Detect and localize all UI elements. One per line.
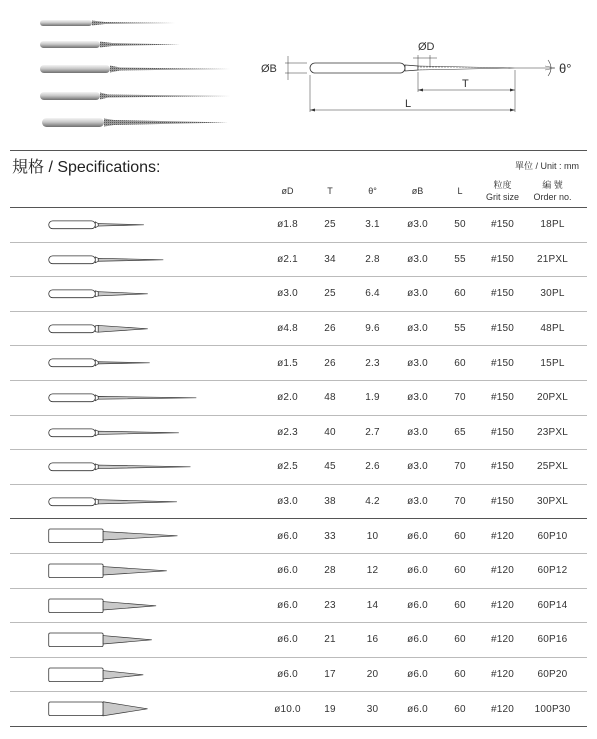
cell-b: ø3.0 (407, 461, 428, 473)
cell-b: ø3.0 (407, 253, 428, 265)
cell-t: 26 (324, 323, 336, 335)
tool-shank (49, 498, 96, 506)
cell-grit: #120 (490, 599, 515, 611)
cell-theta: 12 (366, 565, 379, 577)
cell-order: 60P14 (537, 599, 568, 611)
cell-theta: 1.9 (365, 392, 380, 404)
spec-title: 規格 / Specifications: (12, 159, 161, 176)
cell-order: 21PXL (536, 253, 569, 265)
tool-neck (95, 360, 98, 366)
cell-grit: #150 (490, 253, 515, 265)
tool-shank (49, 702, 103, 716)
product-header (0, 0, 597, 140)
tool-drawing (40, 692, 240, 726)
tool-drawing (40, 312, 240, 346)
tool-shank (49, 668, 103, 682)
cell-grit: #120 (490, 669, 515, 681)
cell-grit: #150 (490, 357, 515, 369)
cell-l: 70 (454, 461, 466, 473)
cell-theta: 30 (366, 703, 379, 715)
cell-b: ø3.0 (407, 357, 428, 369)
cell-t: 23 (324, 599, 336, 611)
cell-order: 15PL (540, 357, 565, 369)
tool-diamond-taper (103, 670, 143, 678)
cell-grit: #150 (490, 323, 515, 335)
header-theta: θ° (368, 186, 377, 196)
cell-d: ø3.0 (277, 288, 298, 300)
cell-grit: #150 (490, 496, 515, 508)
cell-theta: 16 (366, 634, 379, 646)
cell-t: 34 (324, 253, 336, 265)
table-header (10, 174, 587, 208)
cell-l: 55 (454, 253, 466, 265)
cell-b: ø6.0 (407, 703, 428, 715)
cell-l: 60 (454, 669, 466, 681)
table-row (10, 346, 587, 381)
cell-b: ø6.0 (407, 565, 428, 577)
tool-diamond-taper (98, 292, 148, 296)
cell-d: ø3.0 (277, 496, 298, 508)
cell-grit: #150 (490, 461, 515, 473)
photo-tool-3 (40, 65, 230, 73)
cell-d: ø4.8 (277, 323, 298, 335)
tool-diamond-taper (98, 396, 196, 399)
tool-shank (49, 290, 96, 298)
tool-diamond-taper (98, 258, 163, 261)
tool-neck (95, 429, 98, 435)
table-row (10, 450, 587, 485)
table-row (10, 658, 587, 693)
cell-t: 33 (324, 530, 336, 542)
cell-l: 60 (454, 599, 466, 611)
cell-l: 55 (454, 323, 466, 335)
cell-d: ø6.0 (277, 634, 298, 646)
tool-diamond-taper (98, 325, 148, 332)
cell-d: ø6.0 (277, 669, 298, 681)
photo-tool-5 (42, 118, 228, 127)
tool-diamond-taper (98, 499, 177, 503)
tool-neck (95, 291, 98, 297)
table-row (10, 554, 587, 589)
tool-diamond-taper (98, 431, 179, 434)
table-row (10, 416, 587, 451)
cell-t: 25 (324, 288, 336, 300)
header-l: L (457, 186, 463, 196)
tool-drawing (40, 519, 240, 553)
cell-t: 19 (324, 703, 336, 715)
cell-order: 25PXL (536, 461, 569, 473)
header-ob: øB (411, 186, 424, 196)
cell-l: 60 (454, 565, 466, 577)
label-ob: ØB (261, 63, 277, 75)
tool-shank (49, 325, 96, 333)
cell-l: 60 (454, 530, 466, 542)
table-row (10, 208, 587, 243)
tool-diamond-taper (98, 465, 190, 469)
tool-drawing (40, 623, 240, 657)
cell-t: 25 (324, 219, 336, 231)
cell-t: 38 (324, 496, 336, 508)
cell-order: 18PL (540, 219, 565, 231)
tool-neck (95, 499, 98, 505)
cell-l: 65 (454, 426, 466, 438)
header-t: T (327, 186, 333, 196)
cell-b: ø3.0 (407, 288, 428, 300)
table-row (10, 519, 587, 554)
table-row (10, 623, 587, 658)
cell-d: ø2.1 (277, 253, 298, 265)
spec-title-bar (10, 150, 587, 174)
tool-diamond-taper (103, 567, 167, 575)
table-row (10, 243, 587, 278)
tool-drawing (40, 554, 240, 588)
cell-t: 40 (324, 426, 336, 438)
cell-theta: 2.3 (365, 357, 380, 369)
cell-grit: #120 (490, 634, 515, 646)
tool-neck (95, 395, 98, 401)
tool-shank (49, 599, 103, 613)
cell-grit: #120 (490, 565, 515, 577)
cell-d: ø2.5 (277, 461, 298, 473)
cell-theta: 9.6 (365, 323, 380, 335)
cell-b: ø3.0 (407, 219, 428, 231)
tool-neck (95, 464, 98, 470)
tool-drawing (40, 485, 240, 519)
tool-drawing (40, 658, 240, 692)
cell-d: ø6.0 (277, 565, 298, 577)
unit-label: 單位 / Unit : mm (514, 161, 579, 171)
cell-d: ø1.8 (277, 219, 298, 231)
cell-theta: 6.4 (365, 288, 380, 300)
tool-diamond-taper (98, 362, 149, 364)
tool-shank (49, 463, 96, 471)
tool-shank (49, 394, 96, 402)
tool-shank (49, 633, 103, 647)
header-grit: 粒度 Grit size (485, 180, 519, 202)
tool-drawing (40, 277, 240, 311)
cell-d: ø10.0 (274, 703, 301, 715)
tool-diamond-taper (98, 224, 144, 227)
cell-order: 60P10 (537, 530, 568, 542)
table-row (10, 312, 587, 347)
cell-l: 50 (454, 219, 466, 231)
cell-d: ø6.0 (277, 530, 298, 542)
tool-drawing (40, 346, 240, 380)
cell-order: 20PXL (536, 392, 569, 404)
cell-grit: #120 (490, 530, 515, 542)
cell-b: ø6.0 (407, 634, 428, 646)
dimension-diagram (255, 30, 590, 125)
cell-d: ø2.3 (277, 426, 298, 438)
cell-order: 23PXL (536, 426, 569, 438)
tool-drawing (40, 416, 240, 450)
cell-grit: #150 (490, 288, 515, 300)
cell-t: 28 (324, 565, 336, 577)
header-od: øD (281, 186, 294, 196)
cell-l: 60 (454, 357, 466, 369)
cell-order: 30PXL (536, 496, 569, 508)
cell-b: ø3.0 (407, 426, 428, 438)
cell-l: 60 (454, 288, 466, 300)
cell-theta: 10 (366, 530, 379, 542)
cell-theta: 20 (366, 669, 379, 681)
cell-t: 26 (324, 357, 336, 369)
tool-shank (49, 529, 103, 543)
cell-d: ø6.0 (277, 599, 298, 611)
cell-l: 60 (454, 634, 466, 646)
cell-b: ø6.0 (407, 599, 428, 611)
cell-l: 70 (454, 496, 466, 508)
photo-tool-2 (40, 41, 180, 48)
cell-theta: 4.2 (365, 496, 380, 508)
cell-b: ø3.0 (407, 323, 428, 335)
cell-l: 60 (454, 703, 466, 715)
tool-diamond-taper (103, 532, 177, 540)
cell-order: 60P16 (537, 634, 568, 646)
cell-order: 30PL (540, 288, 565, 300)
cell-order: 60P12 (537, 565, 568, 577)
tool-diamond-taper (103, 636, 152, 644)
cell-t: 21 (324, 634, 336, 646)
cell-grit: #150 (490, 219, 515, 231)
cell-theta: 2.7 (365, 426, 380, 438)
cell-d: ø2.0 (277, 392, 298, 404)
cell-b: ø6.0 (407, 530, 428, 542)
tool-drawing (40, 450, 240, 484)
table-row (10, 277, 587, 312)
table-row (10, 485, 587, 520)
cell-b: ø6.0 (407, 669, 428, 681)
tool-shank (49, 429, 96, 437)
tool-drawing (40, 589, 240, 623)
photo-tool-1 (40, 20, 175, 26)
tool-neck (95, 256, 98, 262)
cell-b: ø3.0 (407, 392, 428, 404)
tool-drawing (40, 243, 240, 277)
cell-order: 48PL (540, 323, 565, 335)
cell-theta: 14 (366, 599, 379, 611)
header-order: 編 號 Order no. (533, 180, 572, 202)
cell-grit: #150 (490, 426, 515, 438)
tool-diamond-taper (103, 601, 156, 609)
cell-theta: 2.6 (365, 461, 380, 473)
cell-t: 45 (324, 461, 336, 473)
cell-grit: #150 (490, 392, 515, 404)
cell-t: 17 (324, 669, 336, 681)
cell-theta: 3.1 (365, 219, 380, 231)
tool-drawing (40, 208, 240, 242)
tool-shank (49, 564, 103, 578)
tool-shank (49, 359, 96, 367)
cell-t: 48 (324, 392, 336, 404)
cell-grit: #120 (490, 703, 515, 715)
table-row (10, 692, 587, 727)
tool-shank (49, 256, 96, 264)
tool-shank (49, 221, 96, 229)
cell-b: ø3.0 (407, 496, 428, 508)
product-photo (30, 10, 240, 135)
cell-order: 100P30 (534, 703, 571, 715)
tool-diamond-taper (103, 702, 147, 716)
tool-neck (95, 325, 98, 332)
table-row (10, 381, 587, 416)
cell-d: ø1.5 (277, 357, 298, 369)
tool-drawing (40, 381, 240, 415)
cell-theta: 2.8 (365, 253, 380, 265)
cell-l: 70 (454, 392, 466, 404)
label-od: ØD (418, 41, 435, 53)
tool-neck (95, 222, 98, 228)
table-row (10, 589, 587, 624)
photo-tool-4 (40, 92, 230, 100)
label-t: T (462, 78, 469, 90)
cell-order: 60P20 (537, 669, 568, 681)
label-theta: θ° (559, 61, 572, 76)
label-l: L (405, 98, 412, 110)
